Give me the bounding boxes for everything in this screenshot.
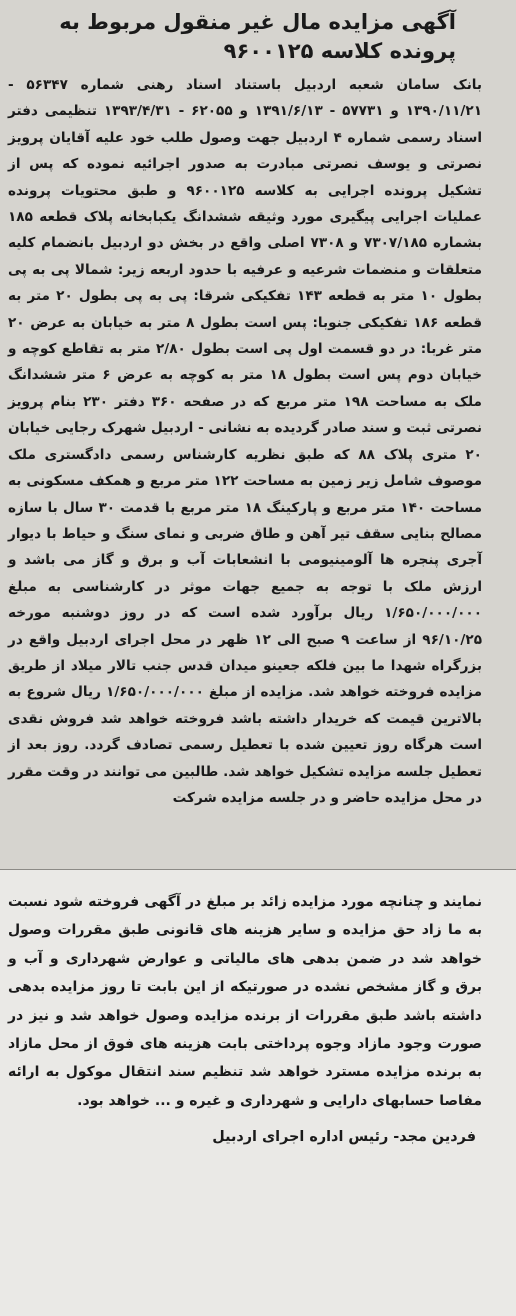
notice-signature: فردین مجد- رئیس اداره اجرای اردبیل (212, 1129, 476, 1146)
notice-case-number: پرونده کلاسه ۹۶۰۰۱۲۵ (223, 39, 456, 63)
notice-bottom-section (0, 870, 516, 1316)
notice-title: آگهی مزایده مال غیر منقول مربوط به (59, 10, 456, 34)
notice-body-bottom: نمایند و چنانچه مورد مزایده زائد بر مبلغ در آگهی فروخته شود نسبت به ما زاد حق مزایده و سایر هزینه های قانونی طبق مقررات وصول خواهد شد در ضمن بدهی های مالیاتی و عوارض شهرداری و آب و برق و گاز مشخص نشده در صورتیکه از این بابت تا روز مزایده بدهی داشته باشد طبق مقررات از برنده مزایده وصول خواهد شد و نیز در صورت وجود مازاد وجوه پرداختی بابت هزینه های فوق از محل مازاد به برنده مزایده مسترد خواهد شد تنظیم سند انتقال موکول به ارائه مفاصا حسابهای دارایی و شهرداری و غیره و ... خواهد بود. (8, 894, 482, 1109)
notice-body-top: بانک سامان شعبه اردبیل باستناد اسناد رهنی شماره ۵۶۳۴۷ - ۱۳۹۰/۱۱/۲۱ و ۵۷۷۳۱ - ۱۳۹۱/۶/۱۳ و ۶۲۰۵۵ - ۱۳۹۳/۴/۳۱ تنظیمی دفتر اسناد رسمی شماره ۴ اردبیل جهت وصول طلب خود علیه آقایان پرویز نصرتی و یوسف نصرتی مبادرت به صدور اجرائیه نموده که پس از تشکیل پرونده اجرایی به کلاسه ۹۶۰۰۱۲۵ و طبق محتویات پرونده عملیات اجرایی پیگیری مورد وثیقه ششدانگ یکبابخانه پلاک قطعه ۱۸۵ بشماره ۷۳۰۷/۱۸۵ و ۷۳۰۸ اصلی واقع در بخش دو اردبیل بانضمام کلیه متعلقات و منضمات شرعیه و عرفیه با حدود اربعه زیر: شمالا پی به پی بطول ۱۰ متر به قطعه ۱۴۳ تفکیکی شرقا: پی به پی بطول ۲۰ متر به قطعه ۱۸۶ تفکیکی جنوبا: پس است بطول ۸ متر به خیابان به عرض ۲۰ متر غربا: در دو قسمت اول پی است بطول ۲/۸۰ متر به تقاطع کوچه و خیابان دوم پس است بطول ۱۸ متر به کوچه به عرض ۶ متر ششدانگ ملک به مساحت ۱۹۸ متر مربع که در صفحه ۳۶۰ دفتر ۲۳۰ بنام پرویز نصرتی ثبت و سند صادر گردیده به نشانی - اردبیل شهرک رجایی خیابان ۲۰ متری پلاک ۸۸ که طبق نظریه کارشناس رسمی دادگستری ملک موصوف شامل زیر زمین به مساحت ۱۲۲ متر مربع و همکف مسکونی به مساحت ۱۴۰ متر مربع و پارکینگ ۱۸ متر مربع با قدمت ۳۰ سال با سازه مصالح بنایی سقف تیر آهن و طاق ضربی و نمای سنگ و حیاط با دیوار آجری پنجره ها آلومینیومی با انشعابات آب و برق و گاز می باشد و ارزش ملک با توجه به جمیع جهات موثر در کارشناسی به مبلغ ۱/۶۵۰/۰۰۰/۰۰۰ ریال برآورد شده است که در روز دوشنبه مورخه ۹۶/۱۰/۲۵ از ساعت ۹ صبح الی ۱۲ ظهر در محل اجرای اردبیل واقع در بزرگراه شهدا ما بین فلکه جعینو میدان قدس جنب تالار میلاد از طریق مزایده فروخته خواهد شد. مزایده از مبلغ ۱/۶۵۰/۰۰۰/۰۰۰ ریال شروع به بالاترین قیمت که خریدار داشته باشد فروخته خواهد شد فروش نقدی است هرگاه روز تعیین شده با تعطیل رسمی تصادف گردد. روز بعد از تعطیل جلسه مزایده تشکیل خواهد شد. طالبین می توانند در وقت مقرر در محل مزایده حاضر و در جلسه مزایده شرکت (8, 77, 483, 806)
